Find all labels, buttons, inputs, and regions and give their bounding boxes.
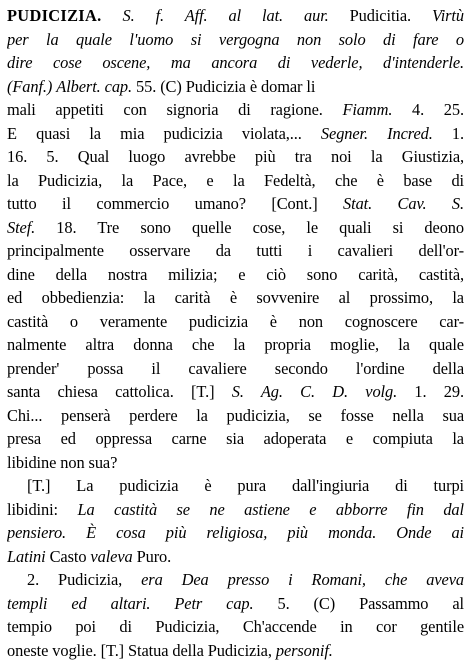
text-run: Virtù bbox=[432, 6, 464, 25]
text-run: [T.] La pudicizia è pura dall'ingiuria di turpi bbox=[27, 476, 464, 495]
text-run: (Fanf.) bbox=[7, 77, 52, 96]
text-run: Fiamm. bbox=[342, 100, 392, 119]
text-run: S. Ag. C. D. volg. bbox=[232, 382, 397, 401]
text-line bbox=[7, 216, 464, 240]
text-run: era Dea presso i Romani, che aveva bbox=[141, 570, 464, 589]
text-run: oneste voglie. [T.] Statua della Pudicizia, bbox=[7, 641, 276, 660]
text-run: Puro. bbox=[133, 547, 172, 566]
text-line bbox=[7, 451, 464, 475]
text-run: La castità se ne astiene e abborre fin dal bbox=[77, 500, 464, 519]
text-run: 18. Tre sono quelle cose, le quali si deono bbox=[35, 218, 464, 237]
text-run: nalmente altra donna che la propria moglie, la quale bbox=[7, 335, 464, 354]
text-run: pensiero. È cosa più religiosa, più monda. Onde ai bbox=[7, 523, 464, 542]
text-run: S. f. Aff. al lat. aur. bbox=[123, 6, 329, 25]
text-run: PUDICIZIA. bbox=[7, 6, 102, 25]
text-run: principalmente osservare da tutti i cavalieri dell'or- bbox=[7, 241, 464, 260]
text-line bbox=[7, 474, 464, 498]
text-line bbox=[7, 51, 464, 75]
text-run: tutto il commercio umano? [Cont.] bbox=[7, 194, 343, 213]
text-line bbox=[7, 639, 464, 662]
text-line bbox=[7, 145, 464, 169]
text-line bbox=[7, 239, 464, 263]
text-line bbox=[7, 169, 464, 193]
text-run: tempio poi di Pudicizia, Ch'accende in cor gentile bbox=[7, 617, 464, 636]
text-run: santa chiesa cattolica. [T.] bbox=[7, 382, 232, 401]
text-line bbox=[7, 498, 464, 522]
text-line bbox=[7, 592, 464, 616]
text-line bbox=[7, 192, 464, 216]
text-run: 2. Pudicizia, bbox=[27, 570, 141, 589]
text-run: Albert. cap. bbox=[56, 77, 132, 96]
text-run: 1. bbox=[433, 124, 464, 143]
text-run: Pudicitia. bbox=[329, 6, 432, 25]
text-line bbox=[7, 404, 464, 428]
text-line bbox=[7, 333, 464, 357]
text-run: Segner. Incred. bbox=[321, 124, 433, 143]
text-line bbox=[7, 357, 464, 381]
text-run: ed obbedienzia: la carità è sovvenire al prossimo, la bbox=[7, 288, 464, 307]
text-run: 5. (C) Passammo al bbox=[254, 594, 464, 613]
text-line bbox=[7, 75, 464, 99]
text-line bbox=[7, 568, 464, 592]
text-run: la Pudicizia, la Pace, e la Fedeltà, che è base di bbox=[7, 171, 464, 190]
text-run: prender' possa il cavaliere secondo l'ordine della bbox=[7, 359, 464, 378]
text-line bbox=[7, 380, 464, 404]
text-line bbox=[7, 98, 464, 122]
text-line bbox=[7, 427, 464, 451]
text-run: per la quale l'uomo si vergogna non solo di fare o bbox=[7, 30, 464, 49]
text-run: castità o veramente pudicizia è non cognoscere car- bbox=[7, 312, 464, 331]
text-run: mali appetiti con signoria di ragione. bbox=[7, 100, 342, 119]
text-run: presa ed oppressa carne sia adoperata e compiuta la bbox=[7, 429, 464, 448]
text-run: 4. 25. bbox=[392, 100, 464, 119]
text-run: Chi... penserà perdere la pudicizia, se fosse nella sua bbox=[7, 406, 464, 425]
text-run: valeva bbox=[90, 547, 132, 566]
text-line bbox=[7, 122, 464, 146]
text-run: libidine non sua? bbox=[7, 453, 117, 472]
text-run: Stat. Cav. S. bbox=[343, 194, 464, 213]
text-run: Latini bbox=[7, 547, 46, 566]
text-run: Casto bbox=[46, 547, 91, 566]
text-line bbox=[7, 4, 464, 28]
text-line bbox=[7, 28, 464, 52]
text-line bbox=[7, 545, 464, 569]
text-run: libidini: bbox=[7, 500, 77, 519]
text-run: 16. 5. Qual luogo avrebbe più tra noi la Giustizia, bbox=[7, 147, 464, 166]
text-line bbox=[7, 615, 464, 639]
text-line bbox=[7, 521, 464, 545]
text-run: E quasi la mia pudicizia violata,... bbox=[7, 124, 321, 143]
text-line bbox=[7, 310, 464, 334]
text-run: 1. 29. bbox=[397, 382, 464, 401]
text-run bbox=[102, 6, 123, 25]
text-line bbox=[7, 286, 464, 310]
text-run: personif. bbox=[276, 641, 333, 660]
text-line bbox=[7, 263, 464, 287]
text-run: Stef. bbox=[7, 218, 35, 237]
text-run: 55. (C) Pudicizia è domar li bbox=[132, 77, 315, 96]
text-run: dine della nostra milizia; e ciò sono carità, castità, bbox=[7, 265, 464, 284]
dictionary-entry-pudicizia bbox=[7, 4, 464, 662]
text-run: dire cose oscene, ma ancora di vederle, d'intenderle. bbox=[7, 53, 464, 72]
text-run: templi ed altari. Petr cap. bbox=[7, 594, 254, 613]
